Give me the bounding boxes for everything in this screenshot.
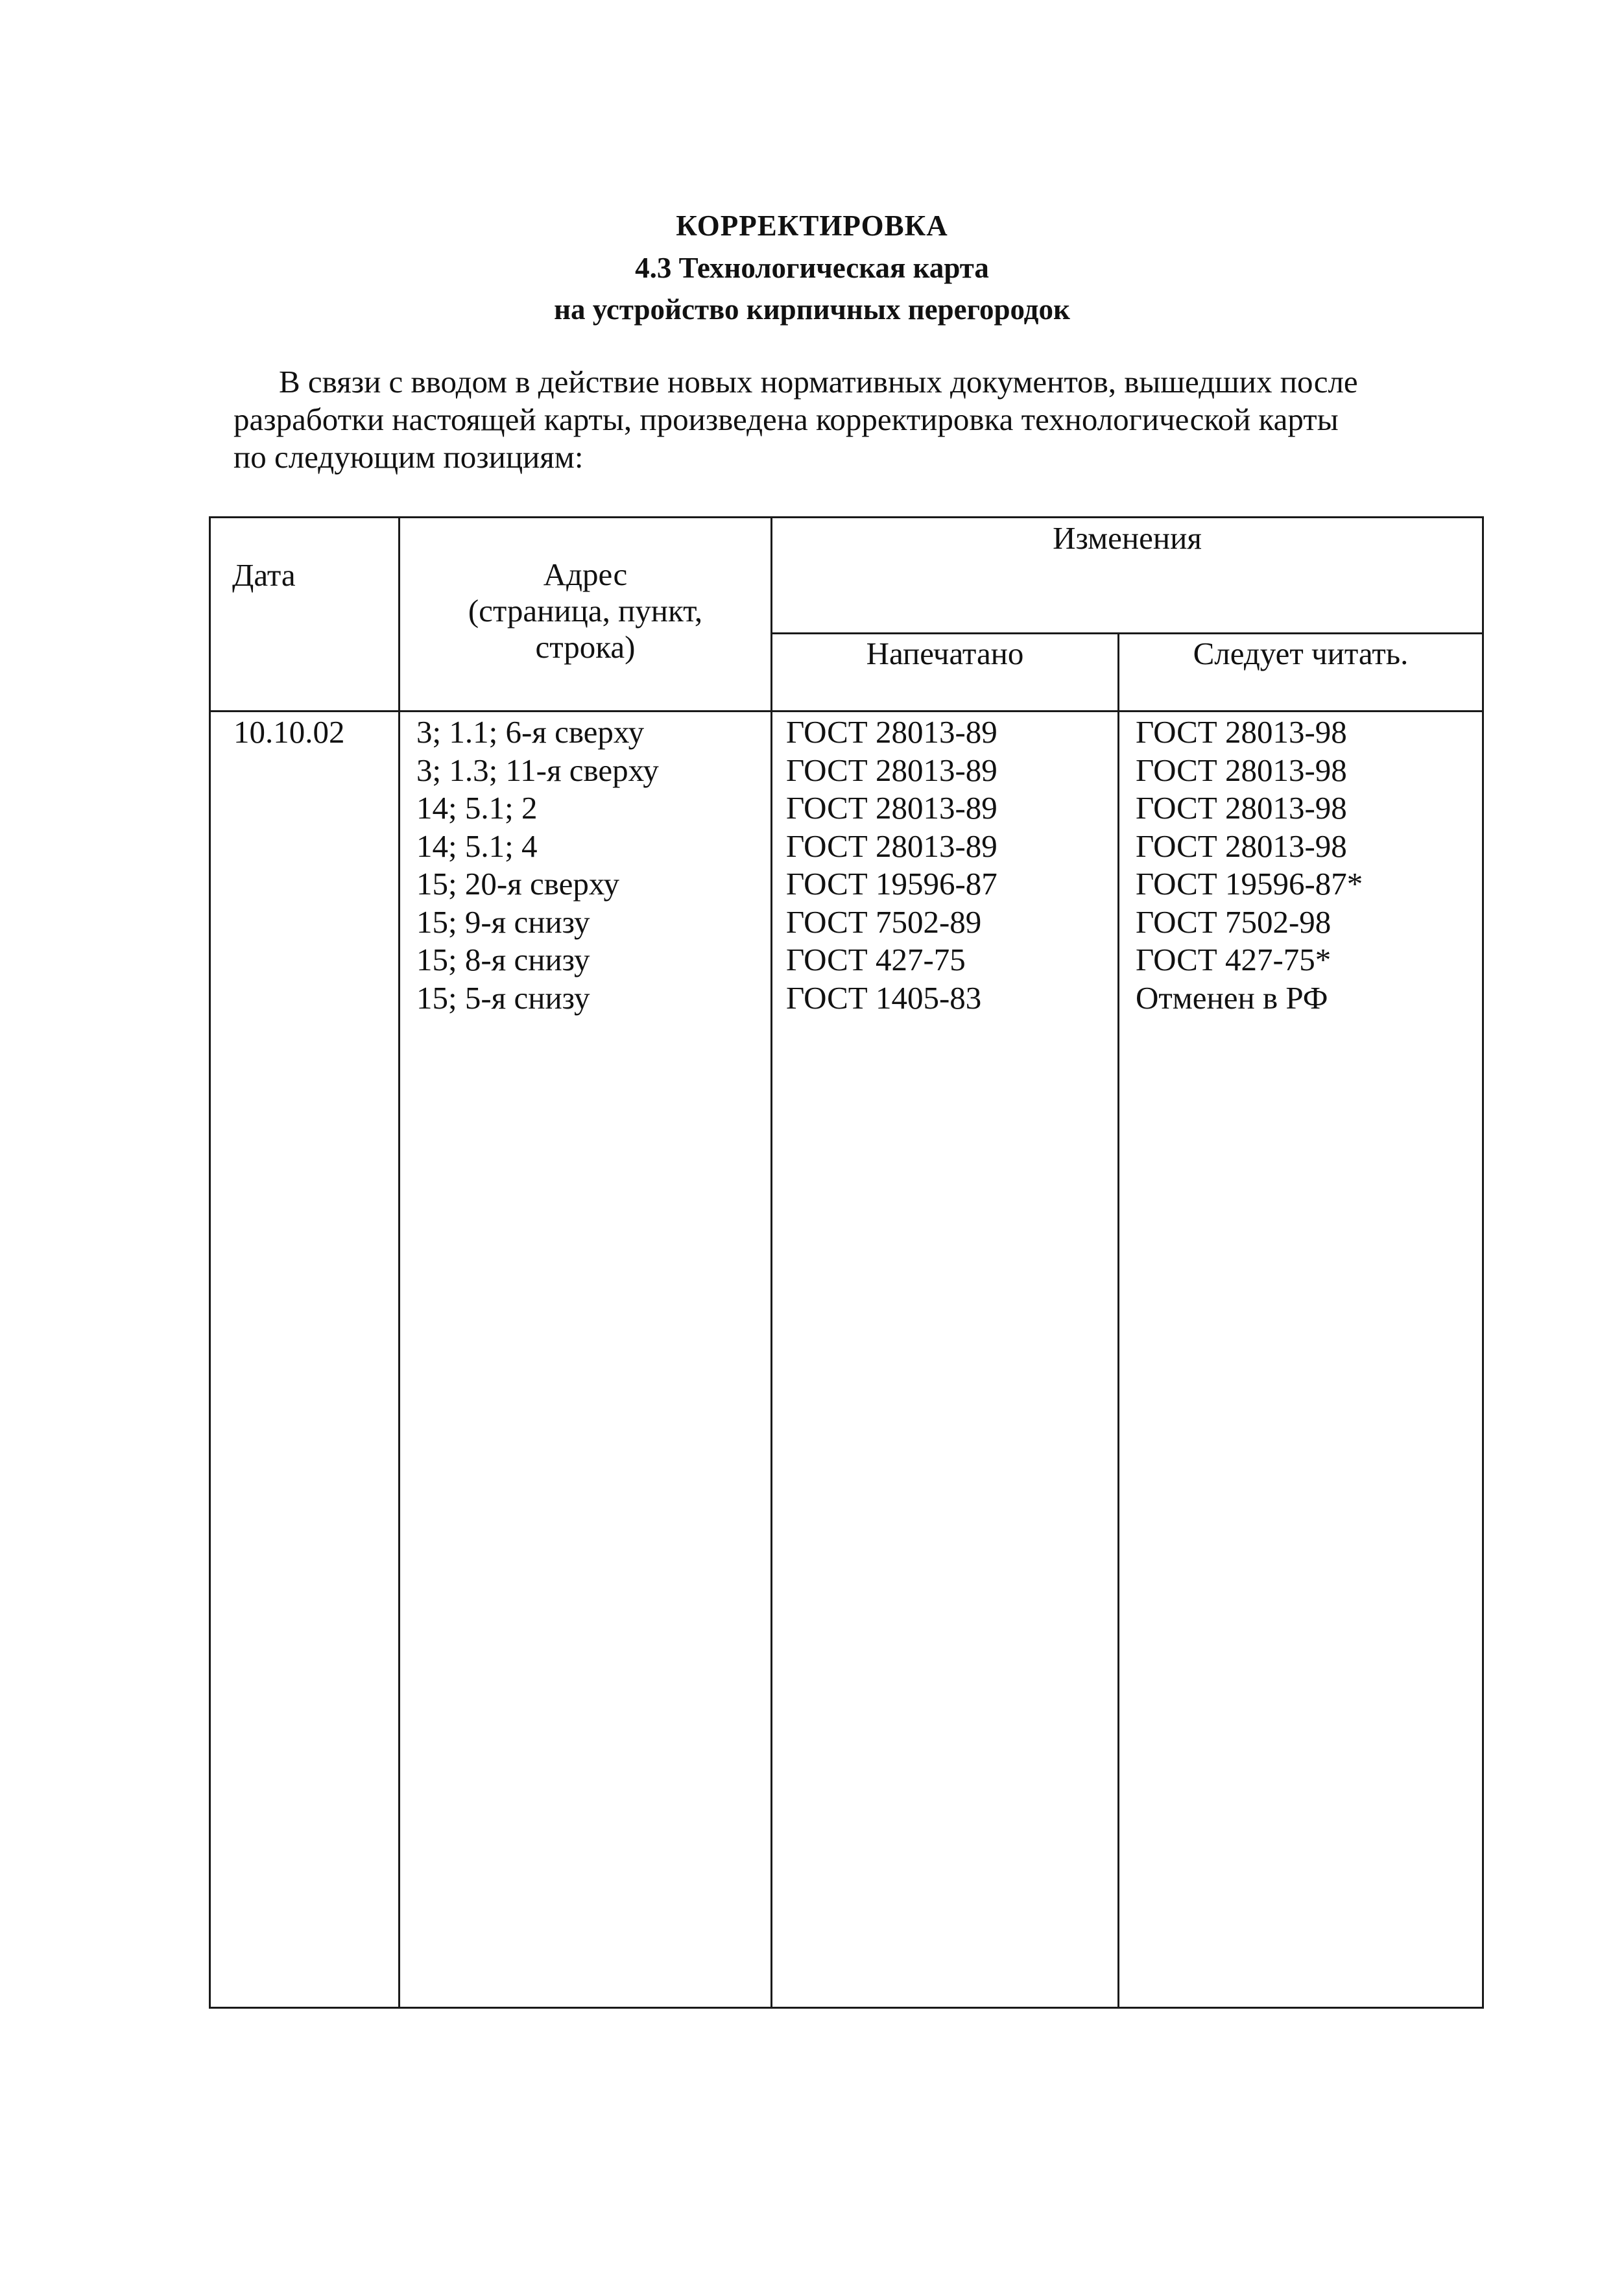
table-row-printed: ГОСТ 19596-87 [786, 866, 997, 902]
table-row-printed: ГОСТ 427-75 [786, 942, 966, 977]
should-read-column [1136, 713, 1363, 1017]
table-border-left [209, 516, 211, 2009]
intro-line-1: В связи с вводом в действие новых нормативных документов, вышедших после [279, 364, 1358, 400]
column-divider-printed [1117, 633, 1119, 2009]
table-row-address: 3; 1.3; 11-я сверху [416, 752, 659, 788]
header-address [400, 556, 770, 665]
address-column [416, 713, 659, 1017]
header-address-line-3: строка) [535, 629, 636, 665]
header-should-read: Следует читать. [1193, 636, 1409, 671]
document-subtitle-2: на устройство кирпичных перегородок [554, 293, 1070, 326]
header-printed: Напечатано [866, 636, 1024, 671]
table-border-right [1482, 516, 1484, 2009]
document-subtitle-1: 4.3 Технологическая карта [635, 252, 989, 284]
intro-line-2: разработки настоящей карты, произведена корректировка технологической карты [233, 401, 1339, 437]
document-title: КОРРЕКТИРОВКА [676, 209, 948, 242]
column-divider-address [770, 516, 772, 2009]
intro-paragraph [233, 363, 1401, 476]
table-row-should-read: ГОСТ 28013-98 [1136, 714, 1347, 750]
header-address-line-2: (страница, пункт, [468, 593, 703, 628]
header-address-line-1: Адрес [543, 556, 628, 592]
header-subdivider [770, 632, 1484, 634]
table-row-address: 15; 9-я снизу [416, 903, 590, 940]
table-row-printed: ГОСТ 28013-89 [786, 714, 997, 750]
entry-date: 10.10.02 [233, 714, 345, 750]
table-row-address: 15; 5-я снизу [416, 979, 590, 1016]
table-row-should-read: ГОСТ 28013-98 [1136, 790, 1347, 826]
column-divider-date [398, 516, 400, 2009]
table-row-printed: ГОСТ 28013-89 [786, 790, 997, 826]
header-date: Дата [232, 557, 296, 593]
table-row-should-read: Отменен в РФ [1136, 979, 1328, 1016]
table-row-should-read: ГОСТ 427-75* [1136, 942, 1331, 977]
table-row-printed: ГОСТ 1405-83 [786, 979, 982, 1016]
table-row-should-read: ГОСТ 19596-87* [1136, 866, 1363, 902]
table-row-printed: ГОСТ 28013-89 [786, 752, 997, 788]
table-row-address: 14; 5.1; 4 [416, 828, 538, 864]
table-row-address: 15; 8-я снизу [416, 942, 590, 977]
table-row-printed: ГОСТ 28013-89 [786, 828, 997, 864]
table-row-should-read: ГОСТ 28013-98 [1136, 828, 1347, 864]
printed-column [786, 713, 997, 1017]
header-bottom-rule [209, 710, 1484, 712]
table-row-printed: ГОСТ 7502-89 [786, 903, 982, 940]
table-row-address: 14; 5.1; 2 [416, 790, 538, 826]
table-row-address: 3; 1.1; 6-я сверху [416, 714, 645, 750]
header-changes: Изменения [1053, 520, 1202, 556]
table-row-should-read: ГОСТ 28013-98 [1136, 752, 1347, 788]
table-row-address: 15; 20-я сверху [416, 866, 619, 902]
table-row-should-read: ГОСТ 7502-98 [1136, 903, 1331, 940]
intro-line-3: по следующим позициям: [233, 439, 584, 475]
